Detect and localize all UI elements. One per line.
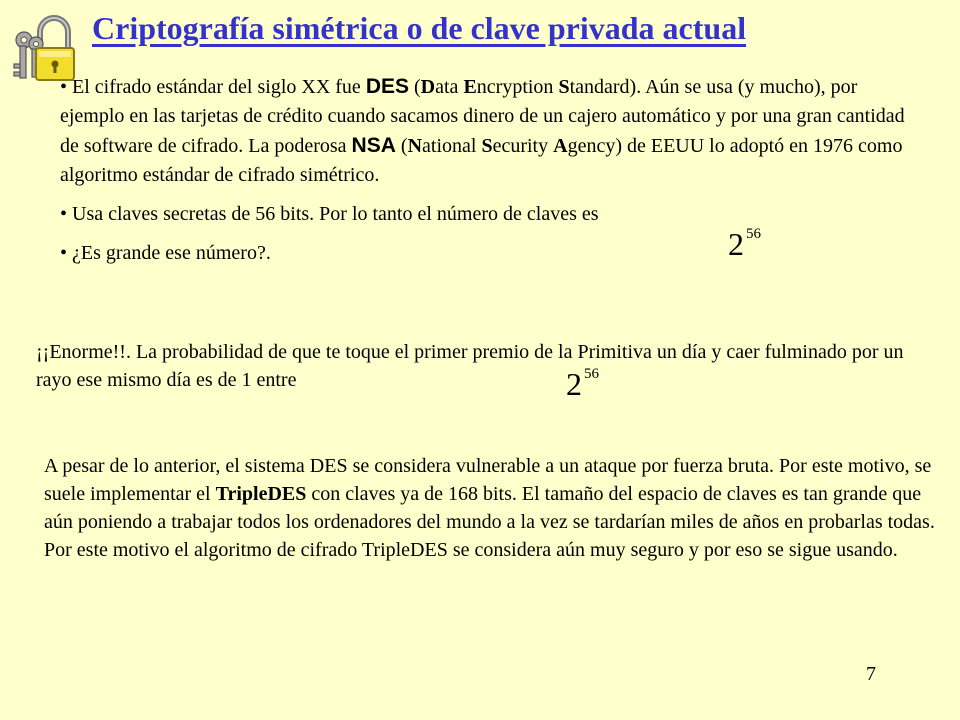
acronym-letter: D [420,76,436,98]
bullet-text: ncryption [476,76,559,98]
bullet-list [60,72,920,278]
paragraph-line [44,452,944,536]
bullet-key-size [60,200,920,229]
paragraph-line: Por este motivo el algoritmo de cifrado TripleDES se considera aún muy seguro y por eso se sigue usando. [44,539,898,561]
formula-two-pow-56 [728,226,761,263]
bullet-des [60,72,920,190]
paragraph-tripledes [44,452,944,564]
paragraph-text: A pesar de lo anterior, el sistema DES se considera vulnerable a un ataque por fuerza bruta. Por este motivo, se suele implementar el [44,455,932,505]
formula-exponent: 56 [584,366,599,382]
bullet-marker: • [60,76,68,98]
bullet-text: tandard). Aún se usa (y mucho), por ejemplo en las tarjetas de crédito cuando sacamos dinero de un cajero automático y por una gran cantidad de software de cifrado. La poderosa [60,76,905,157]
bullet-text: gency) de EEUU lo adoptó en 1976 como algoritmo estándar de cifrado simétrico. [60,135,903,186]
acronym-letter: S [558,76,570,98]
nsa-acronym: NSA [351,134,396,157]
bullet-text: ( [395,135,408,157]
paragraph-enorme: ¡¡Enorme!!. La probabilidad de que te toque el primer premio de la Primitiva un día y caer fulminado por un rayo ese mismo día es de 1 entre [36,341,904,391]
bullet-marker: • [60,203,68,225]
page-number: 7 [866,663,876,685]
slide-title: Criptografía simétrica o de clave privada actual [92,10,747,46]
bullet-text: ecurity [492,135,554,157]
formula-two-pow-56 [566,366,599,403]
acronym-letter: E [463,76,477,98]
bullet-text: El cifrado estándar del siglo XX fue [67,76,366,98]
bullet-text: ata [435,76,464,98]
tripledes-term: TripleDES [215,483,307,505]
bullet-text: ational [422,135,482,157]
bullet-text: ( [409,76,421,98]
bullet-text: ¿Es grande ese número?. [67,242,271,264]
bullet-question [60,239,920,268]
formula-base: 2 [566,366,582,402]
acronym-letter: A [553,135,568,157]
des-acronym: DES [365,75,409,98]
formula-exponent: 56 [746,226,761,242]
formula-base: 2 [728,226,744,262]
bullet-marker: • [60,242,68,264]
paragraph-text: con claves ya de 168 bits. El tamaño del espacio de claves es tan grande que aún poniendo a trabajar todos los ordenadores del mundo a la vez se tardarían miles de años en probarlas todas. [44,483,935,533]
acronym-letter: S [481,135,493,157]
bullet-text: Usa claves secretas de 56 bits. Por lo tanto el número de claves es [67,203,599,225]
acronym-letter: N [407,135,423,157]
